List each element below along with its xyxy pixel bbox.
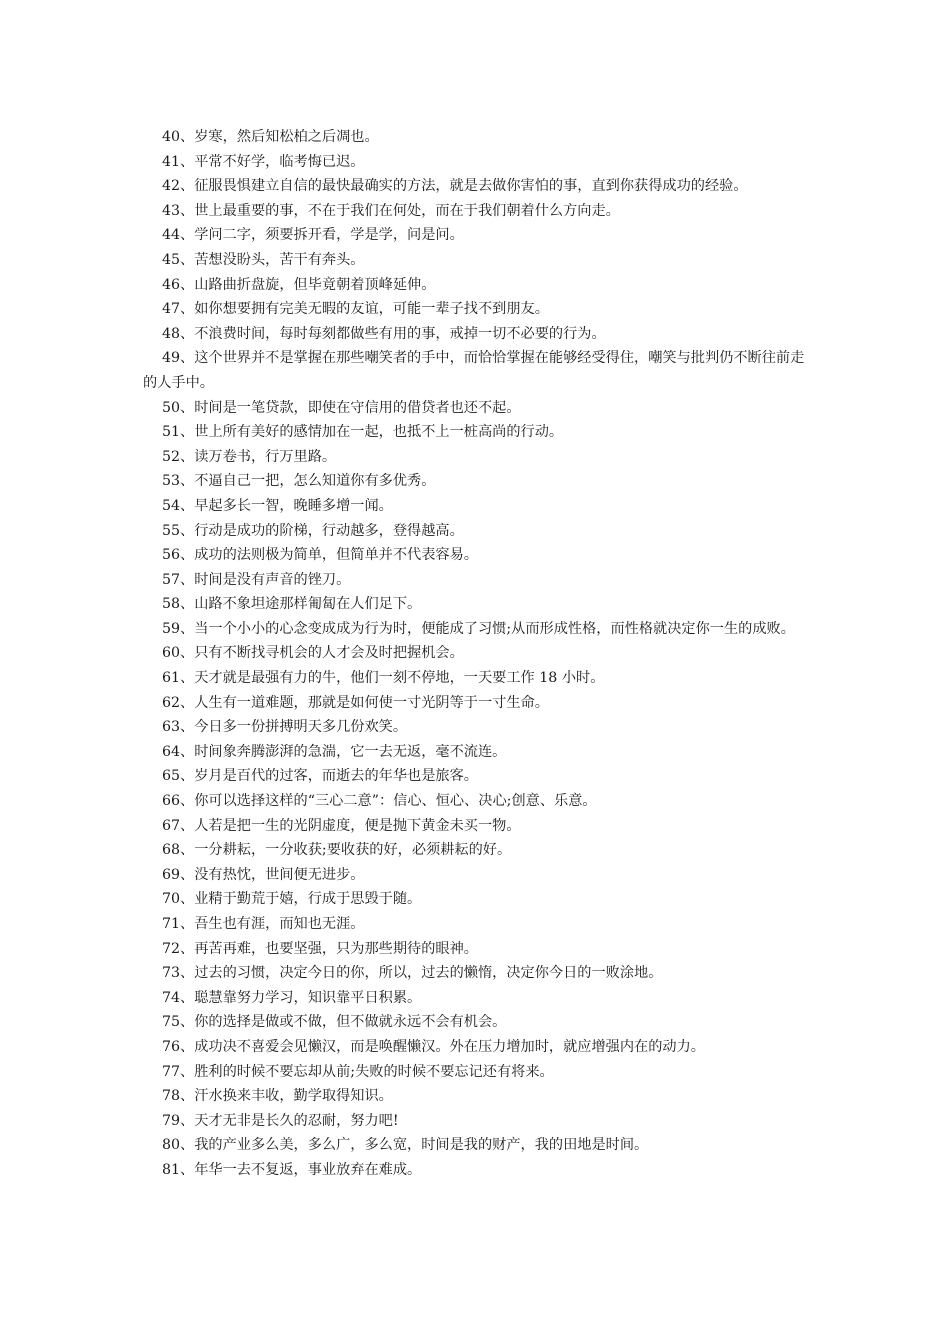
quote-line: 48、不浪费时间，每时每刻都做些有用的事，戒掉一切不必要的行为。 bbox=[162, 325, 606, 342]
quote-line: 45、苦想没盼头，苦干有奔头。 bbox=[162, 251, 365, 268]
quote-line: 63、今日多一份拼搏明天多几份欢笑。 bbox=[162, 719, 408, 736]
quote-line: 70、业精于勤荒于嬉，行成于思毁于随。 bbox=[162, 891, 422, 908]
quote-line: 75、你的选择是做或不做，但不做就永远不会有机会。 bbox=[162, 1014, 507, 1031]
quote-line: 49、这个世界并不是掌握在那些嘲笑者的手中，而恰恰掌握在能够经受得住，嘲笑与批判仍不断往前走的人手中。 bbox=[143, 350, 805, 391]
quote-line: 71、吾生也有涯，而知也无涯。 bbox=[162, 916, 365, 932]
quote-line: 78、汗水换来丰收，勤学取得知识。 bbox=[162, 1088, 393, 1105]
quote-line: 52、读万卷书，行万里路。 bbox=[162, 448, 337, 465]
quote-line: 54、早起多长一智，晚睡多增一闻。 bbox=[162, 497, 393, 514]
quote-line: 76、成功决不喜爱会见懒汉，而是唤醒懒汉。外在压力增加时，就应增强内在的动力。 bbox=[162, 1038, 705, 1055]
quote-line: 79、天才无非是长久的忍耐，努力吧! bbox=[162, 1112, 399, 1129]
quote-line: 68、一分耕耘，一分收获;要收获的好，必须耕耘的好。 bbox=[162, 842, 512, 859]
quote-line: 65、岁月是百代的过客，而逝去的年华也是旅客。 bbox=[162, 768, 478, 785]
quote-line: 42、征服畏惧建立自信的最快最确实的方法，就是去做你害怕的事，直到你获得成功的经验。 bbox=[162, 178, 748, 195]
quote-line: 80、我的产业多么美，多么广，多么宽，时间是我的财产，我的田地是时间。 bbox=[162, 1137, 649, 1154]
quote-line: 51、世上所有美好的感情加在一起，也抵不上一桩高尚的行动。 bbox=[162, 424, 564, 441]
quote-line: 69、没有热忱，世间便无进步。 bbox=[162, 866, 365, 883]
quote-line: 74、聪慧靠努力学习，知识靠平日积累。 bbox=[162, 989, 422, 1006]
quote-line: 72、再苦再难，也要坚强，只为那些期待的眼神。 bbox=[162, 940, 478, 957]
quote-line: 50、时间是一笔贷款，即使在守信用的借贷者也还不起。 bbox=[162, 399, 521, 416]
quote-line: 41、平常不好学，临考悔已迟。 bbox=[162, 153, 365, 170]
quote-line: 58、山路不象坦途那样匍匐在人们足下。 bbox=[162, 596, 422, 613]
quote-line: 62、人生有一道难题，那就是如何使一寸光阴等于一寸生命。 bbox=[162, 694, 549, 711]
quote-line: 47、如你想要拥有完美无暇的友谊，可能一辈子找不到朋友。 bbox=[162, 301, 549, 318]
quote-line: 77、胜利的时候不要忘却从前;失败的时候不要忘记还有将来。 bbox=[162, 1063, 554, 1080]
quote-line: 64、时间象奔腾澎湃的急湍，它一去无返，毫不流连。 bbox=[162, 743, 507, 760]
quote-line: 59、当一个小小的心念变成成为行为时，便能成了习惯;从而形成性格，而性格就决定你一生的成败。 bbox=[162, 620, 795, 637]
quote-line: 55、行动是成功的阶梯，行动越多，登得越高。 bbox=[162, 522, 464, 539]
quote-line: 81、年华一去不复返，事业放弃在难成。 bbox=[162, 1161, 422, 1178]
quote-line: 60、只有不断找寻机会的人才会及时把握机会。 bbox=[162, 645, 464, 662]
quote-line: 53、不逼自己一把，怎么知道你有多优秀。 bbox=[162, 473, 436, 490]
quote-line: 46、山路曲折盘旋，但毕竟朝着顶峰延伸。 bbox=[162, 276, 436, 293]
quote-line: 43、世上最重要的事，不在于我们在何处，而在于我们朝着什么方向走。 bbox=[162, 202, 620, 219]
quote-line: 44、学问二字，须要拆开看，学是学，问是问。 bbox=[162, 227, 464, 244]
quote-line: 66、你可以选择这样的“三心二意”：信心、恒心、决心;创意、乐意。 bbox=[162, 793, 597, 810]
quote-line: 67、人若是把一生的光阴虚度，便是抛下黄金未买一物。 bbox=[162, 817, 521, 834]
quote-line: 57、时间是没有声音的锉刀。 bbox=[162, 571, 351, 588]
quote-line: 40、岁寒，然后知松柏之后凋也。 bbox=[162, 129, 379, 145]
quote-line: 73、过去的习惯，决定今日的你，所以，过去的懒惰，决定你今日的一败涂地。 bbox=[162, 965, 663, 982]
quote-line: 61、天才就是最强有力的牛，他们一刻不停地，一天要工作 18 小时。 bbox=[162, 670, 605, 687]
quote-line: 56、成功的法则极为简单，但简单并不代表容易。 bbox=[162, 547, 478, 564]
quote-list bbox=[143, 125, 815, 1183]
